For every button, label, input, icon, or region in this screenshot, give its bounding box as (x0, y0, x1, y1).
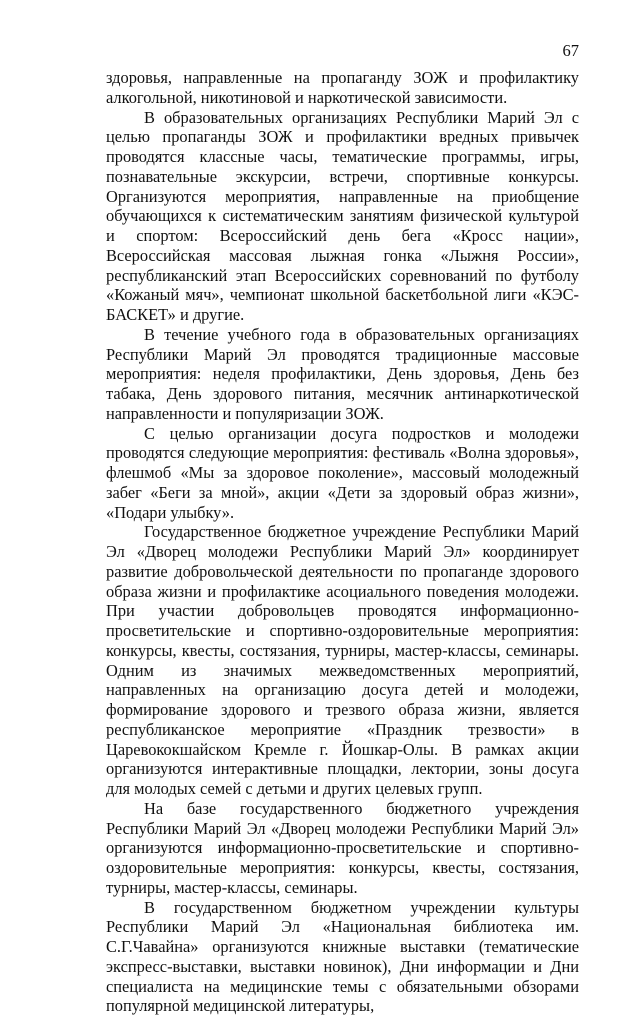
paragraph-educational-organizations: В образовательных организациях Республики Марий Эл с целью пропаганды ЗОЖ и профилактики вредных привычек проводятся классные часы, тематические программы, игры, познавательные экскурсии, встречи, спортивные конкурсы. Организуются мероприятия, направленные на приобщение обучающихся к систематическим занятиям физической культурой и спортом: Всероссийский день бега «Кросс нации», Всероссийская массовая лыжная гонка «Лыжня России», республиканский этап Всероссийских соревнований по футболу «Кожаный мяч», чемпионат школьной баскетбольной лиги «КЭС-БАСКЕТ» и другие. (106, 108, 579, 325)
document-body (106, 68, 579, 1016)
paragraph-youth-leisure: С целью организации досуга подростков и молодежи проводятся следующие мероприятия: фестиваль «Волна здоровья», флешмоб «Мы за здоровое поколение», массовый молодежный забег «Беги за мной», акции «Дети за здоровый образ жизни», «Подари улыбку». (106, 424, 579, 523)
page-number: 67 (563, 41, 580, 61)
paragraph-youth-palace-events: На базе государственного бюджетного учреждения Республики Марий Эл «Дворец молодежи Республики Марий Эл» организуются информационно-просветительские и спортивно-оздоровительные мероприятия: конкурсы, квесты, состязания, турниры, мастер-классы, семинары. (106, 799, 579, 898)
paragraph-national-library: В государственном бюджетном учреждении культуры Республики Марий Эл «Национальная библиотека им. С.Г.Чавайна» организуются книжные выставки (тематические экспресс-выставки, выставки новинок), Дни информации и Дни специалиста на медицинские темы с обязательными обзорами популярной медицинской литературы, (106, 898, 579, 1016)
paragraph-youth-palace: Государственное бюджетное учреждение Республики Марий Эл «Дворец молодежи Республики Марий Эл» координирует развитие добровольческой деятельности по пропаганде здорового образа жизни и профилактике асоциального поведения молодежи. При участии добровольцев проводятся информационно-просветительские и спортивно-оздоровительные мероприятия: конкурсы, квесты, состязания, турниры, мастер-классы, семинары. Одним из значимых межведомственных мероприятий, направленных на организацию досуга детей и молодежи, формирование здорового и трезвого образа жизни, является республиканское мероприятие «Праздник трезвости» в Царевококшайском Кремле г. Йошкар-Олы. В рамках акции организуются интерактивные площадки, лектории, зоны досуга для молодых семей с детьми и других целевых групп. (106, 522, 579, 799)
paragraph-continuation: здоровья, направленные на пропаганду ЗОЖ и профилактику алкогольной, никотиновой и наркотической зависимости. (106, 68, 579, 108)
paragraph-school-year-events: В течение учебного года в образовательных организациях Республики Марий Эл проводятся традиционные массовые мероприятия: неделя профилактики, День здоровья, День без табака, День здорового питания, месячник антинаркотической направленности и популяризации ЗОЖ. (106, 325, 579, 424)
